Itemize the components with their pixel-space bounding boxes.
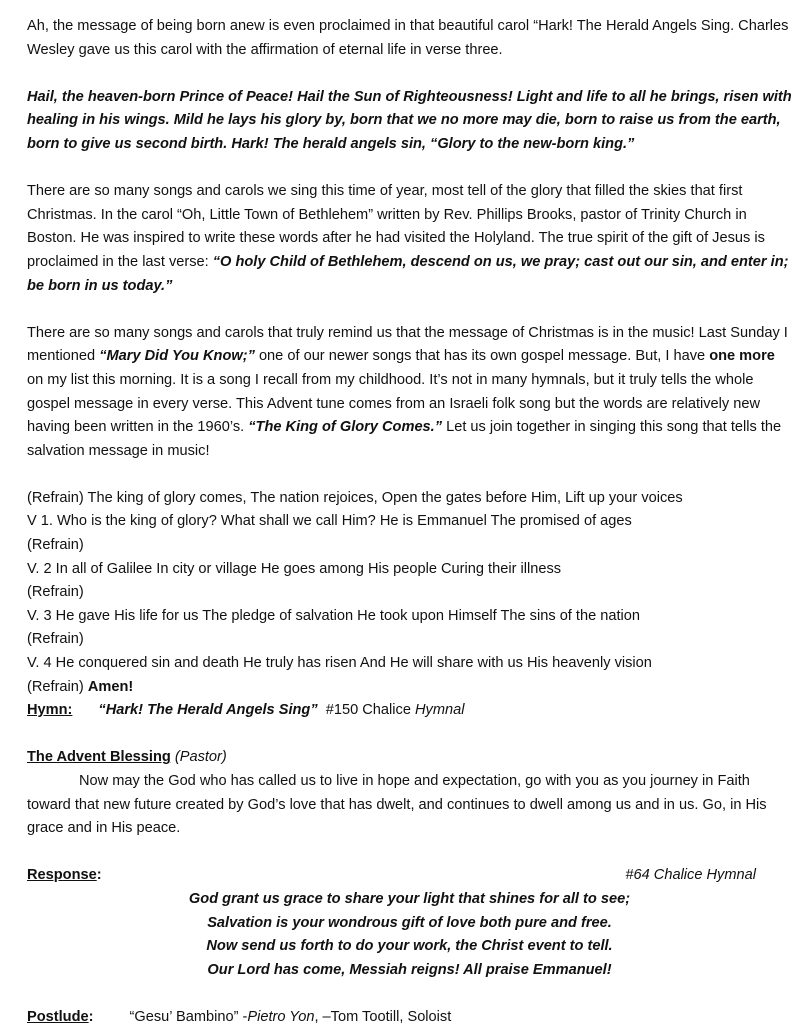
- text-part: Let us join together in singing this song that tells the salvation message in music!: [27, 419, 782, 459]
- text-part: one of our newer songs that has its own gospel message. But, I have: [254, 348, 710, 365]
- lyric-line: V 1. Who is the king of glory? What shall we call Him? He is Emmanuel The promised of ages: [27, 513, 632, 530]
- lyric-line: (Refrain) The king of glory comes, The nation rejoices, Open the gates before Him, Lift up your voices: [27, 489, 683, 506]
- postlude-colon: :: [88, 1008, 94, 1025]
- response-colon: :: [96, 867, 102, 884]
- king-of-glory-paragraph: [27, 322, 792, 464]
- lyric-line: V. 2 In all of Galilee In city or village He goes among His people Curing their illness: [27, 560, 562, 577]
- hymn-label: Hymn:: [27, 702, 73, 719]
- text-part: on my list this morning. It is a song I recall from my childhood. It’s not in many hymnals, but it truly tells the whole gospel message in every verse. This Advent tune comes from an Israeli folk song but the words are relatively new having been written in the 1960’s.: [27, 371, 761, 436]
- blessing-role: (Pastor): [170, 749, 227, 766]
- lyric-line: V. 4 He conquered sin and death He truly has risen And He will share with us His heavenly vision: [27, 655, 652, 672]
- blessing-heading: The Advent Blessing: [27, 749, 171, 766]
- lyric-line: (Refrain): [27, 631, 84, 648]
- lyric-line: (Refrain): [27, 537, 84, 554]
- song-title: “Mary Did You Know;”: [99, 348, 255, 365]
- text-part: There are so many songs and carols that truly remind us that the message of Christmas is in the music! Last Sunday I mentioned: [27, 324, 788, 365]
- response-heading-row: [27, 864, 792, 888]
- intro-paragraph: Ah, the message of being born anew is even proclaimed in that beautiful carol “Hark! The Herald Angels Sing. Charles Wesley gave us this carol with the affirmation of eternal life in verse three.: [27, 18, 789, 58]
- response-line: God grant us grace to share your light that shines for all to see;: [188, 890, 631, 907]
- bethlehem-paragraph: [27, 180, 792, 298]
- refrain-label: (Refrain): [27, 678, 88, 695]
- hymn-title: “Hark! The Herald Angels Sing”: [98, 702, 318, 719]
- response-line: Salvation is your wondrous gift of love both pure and free.: [207, 914, 612, 931]
- postlude-soloist: , –Tom Tootill, Soloist: [314, 1008, 452, 1025]
- response-line: Now send us forth to do your work, the Christ event to tell.: [206, 938, 613, 955]
- bulletin-page: [27, 15, 792, 1030]
- hymn-line: [27, 699, 792, 723]
- song-title: “The King of Glory Comes.”: [248, 419, 443, 436]
- postlude-label: Postlude: [27, 1008, 89, 1025]
- carol-verse-three: Hail, the heaven-born Prince of Peace! Hail the Sun of Righteousness! Light and life to all he brings, risen with healing in his wings. Mild he lays his glory by, born that we no more may die, born to raise us from the earth, born to give us second birth. Hark! The herald angels sin, “Glory to the new-born king.”: [27, 88, 792, 152]
- amen: Amen!: [87, 678, 134, 695]
- lyric-line-final: [27, 676, 792, 700]
- blessing-text: Now may the God who has called us to live in hope and expectation, go with you as you journey in Faith toward that new future created by God’s love that has dwelt, and continues to dwell among us and in us. Go, in His grace and in His peace.: [27, 773, 767, 837]
- postlude-line: [27, 1006, 792, 1030]
- bethlehem-quote: “O holy Child of Bethlehem, descend on us, we pray; cast out our sin, and enter in; be born in us today.”: [27, 253, 789, 294]
- lyric-line: V. 3 He gave His life for us The pledge of salvation He took upon Himself The sins of the nation: [27, 607, 641, 624]
- lyric-line: (Refrain): [27, 584, 84, 601]
- song-lyrics: [27, 487, 792, 699]
- response-line: Our Lord has come, Messiah reigns! All praise Emmanuel!: [207, 961, 612, 978]
- emphasis: one more: [709, 348, 775, 365]
- hymnal-name: Hymnal: [415, 702, 465, 719]
- response-label: Response: [27, 867, 97, 884]
- postlude-composer: Pietro Yon: [247, 1008, 315, 1025]
- postlude-title: “Gesu’ Bambino” -: [129, 1008, 248, 1025]
- bethlehem-text: There are so many songs and carols we sing this time of year, most tell of the glory that filled the skies that first Christmas. In the carol “Oh, Little Town of Bethlehem” written by Rev. Phillips Brooks, pastor of Trinity Church in Boston. He was inspired to write these words after he had visited the Holyland. The true spirit of the gift of Jesus is proclaimed in the last verse:: [27, 183, 765, 270]
- hymn-number: #150 Chalice: [317, 702, 415, 719]
- blessing-heading-line: [27, 746, 792, 770]
- response-lyrics: [27, 888, 792, 982]
- response-hymnal-ref: #64 Chalice Hymnal: [625, 867, 756, 884]
